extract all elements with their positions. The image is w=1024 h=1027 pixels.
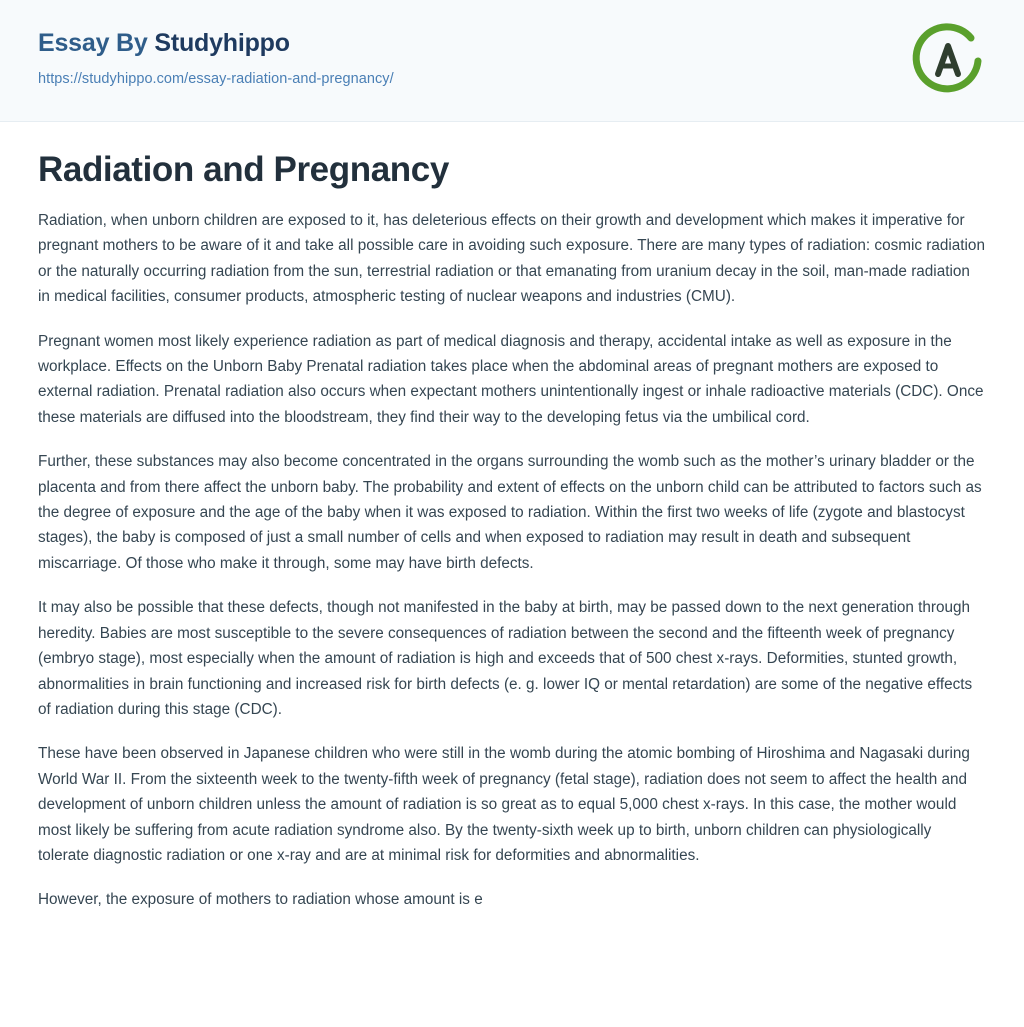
brand-prefix: Essay By [38,29,155,57]
brand-name: Studyhippo [154,29,290,57]
site-brand [38,30,986,58]
letter-a-circle-logo-icon [908,22,986,100]
site-header [0,0,1024,122]
paragraph: However, the exposure of mothers to radiation whose amount is e [38,891,483,909]
page-title: Radiation and Pregnancy [38,150,449,189]
source-url[interactable]: https://studyhippo.com/essay-radiation-and-pregnancy/ [38,70,394,87]
article-body [0,122,1024,913]
paragraph: Radiation, when unborn children are exposed to it, has deleterious effects on their growth and development which makes it imperative for pregnant mothers to be aware of it and take all possible care in avoiding such exposure. There are many types of radiation: cosmic radiation or the naturally occurring radiation from the sun, terrestrial radiation or that emanating from uranium decay in the soil, man-made radiation in medical facilities, consumer products, atmospheric testing of nuclear weapons and industries (CMU). [38,212,985,306]
paragraph: It may also be possible that these defects, though not manifested in the baby at birth, may be passed down to the next generation through heredity. Babies are most susceptible to the severe consequences of radiation between the second and the fifteenth week of pregnancy (embryo stage), most especially when the amount of radiation is high and exceeds that of 500 chest x-rays. Deformities, stunted growth, abnormalities in brain functioning and increased risk for birth defects (e. g. lower IQ or mental retardation) are some of the negative effects of radiation during this stage (CDC). [38,599,973,718]
paragraph: These have been observed in Japanese children who were still in the womb during the atomic bombing of Hiroshima and Nagasaki during World War II. From the sixteenth week to the twenty-fifth week of pregnancy (fetal stage), radiation does not seem to affect the health and development of unborn children unless the amount of radiation is so great as to equal 5,000 chest x-rays. In this case, the mother would most likely be suffering from acute radiation syndrome also. By the twenty-sixth week up to birth, unborn children can physiologically tolerate diagnostic radiation or one x-ray and are at minimal risk for deformities and abnormalities. [38,745,970,864]
paragraph: Further, these substances may also become concentrated in the organs surrounding the womb such as the mother’s urinary bladder or the placenta and from there affect the unborn baby. The probability and extent of effects on the unborn child can be attributed to factors such as the degree of exposure and the age of the baby when it was exposed to radiation. Within the first two weeks of life (zygote and blastocyst stages), the baby is composed of just a small number of cells and when exposed to radiation may result in death and subsequent miscarriage. Of those who make it through, some may have birth defects. [38,453,982,572]
paragraph: Pregnant women most likely experience radiation as part of medical diagnosis and therapy, accidental intake as well as exposure in the workplace. Effects on the Unborn Baby Prenatal radiation takes place when the abdominal areas of pregnant mothers are exposed to external radiation. Prenatal radiation also occurs when expectant mothers unintentionally ingest or inhale radioactive materials (CDC). Once these materials are diffused into the bloodstream, they find their way to the developing fetus via the umbilical cord. [38,332,984,426]
